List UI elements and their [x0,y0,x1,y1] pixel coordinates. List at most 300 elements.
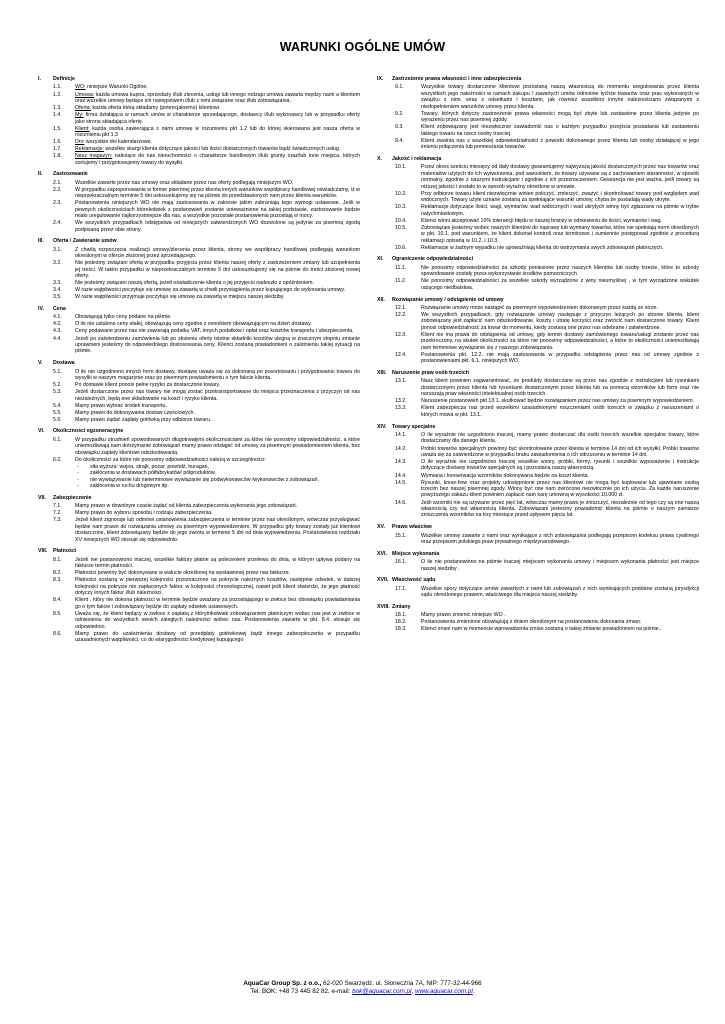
clause [38,180,360,186]
subitem-text: zakłócenia w ruchu drogowym itp. [90,483,169,490]
clause [38,153,360,166]
clause [38,220,360,233]
clause-text [75,510,360,516]
clause-text [421,586,699,599]
clause-number: 8.4. [53,597,62,604]
clause-number: 5.3. [53,389,62,396]
clause-body: O ile nie ustalono ceny stałej, obowiązują ceny zgodne z cennikiem obowiązującym na dzień dostawy. [75,321,312,328]
clause [38,126,360,139]
clause-subitem [38,483,360,489]
clause [377,332,699,351]
section [377,370,699,418]
section-title: Naruszenie praw osób trzecich [392,370,470,376]
left-column [38,76,360,649]
clause [38,557,360,570]
clause-number: 14.5. [395,479,407,486]
clause [377,111,699,124]
clause-body: Jeżeli dostarczone przez nas towary nie mogą zostać przetransportowane do miejsca przeznaczenia z przyczyn od nas niezależnych, będą one składowane na koszt i ryzyko klienta. [75,389,360,402]
clause-body: Nie jesteśmy związani ofertą w przypadku przyjęcia przez klienta naszej oferty z zastrzeżeniem zmiany lub uzupełnienia jej treści. W takim przypadku w nieprzekraczalnym terminie 5 dni ustosunkujemy się na piśmie do treści złożonej nowej oferty. [75,260,360,280]
clause [38,457,360,463]
clause-body: Płatności zostaną w pierwszej kolejności przeznaczone na pokrycie należnych kosztów, następnie odsetek, w dalszej kolejności na pokrycie nie zapłaconych faktur, w kolejności chronologicznej, nawet jeśli klient stwierdzi, że jego płatność dotyczy innych faktur i/lub należności. [75,577,360,597]
clause [38,146,360,152]
clause [38,105,360,111]
clause-number: 12.4. [395,351,407,358]
clause-number: 6.1. [53,436,62,443]
clause-number: 1.6. [53,139,62,146]
section [377,76,699,151]
clause [38,247,360,260]
section [377,604,699,633]
section-title: Prawo właściwe [392,524,432,531]
clause-body: Nasz klient powinien zagwarantować, że produkty dostarczane są przez nas zgodnie z instrukcjami lub rysunkami dostarczonymi przez klienta lub rysunkami dostarczonymi przez klienta lub za pomocą wzorników lub form oraz nie naruszają praw własności intelektualnej osób trzecich. [421,378,699,398]
clause-number: 1.1. [53,84,62,91]
clause-body: Mamy prawo w dowolnym czasie żądać od klienta zabezpieczenia wykonania jego zobowiązań. [75,503,298,510]
clause-text [75,517,360,543]
clause [38,336,360,355]
clause-number: 9.1. [395,84,404,91]
clause [377,225,699,244]
clause-number: 7.3. [53,517,62,524]
clause-body: Nie ponosimy odpowiedzialności za wszelkie szkody wyrządzone z winy nieumyślnej , w tym wyrządzone wskutek rażącego niedbalstwa. [421,278,699,291]
section-number: IX. [377,76,384,82]
clause-text [75,457,360,463]
section-title: Cena [53,305,66,312]
clause [38,200,360,219]
section-number: XIV. [377,423,387,430]
clause-text [75,126,360,139]
clause-number: 2.2. [53,186,62,193]
clause-number: 5.5. [53,409,62,416]
clause-text [75,631,360,644]
section [377,156,699,251]
section [38,171,360,233]
clause [377,191,699,204]
clause-text [75,577,360,596]
section-heading [38,495,360,501]
clause [377,480,699,499]
clause-number: 4.3. [53,328,62,335]
clause-body: Obowiązują tylko ceny podane na piśmie. [75,314,172,321]
clause-text [75,417,360,423]
clause-body: Do okoliczności za które nie ponosimy odpowiedzialności należą w szczególności: [75,456,266,463]
clause [377,84,699,110]
clause-text [75,503,360,509]
clause-number: 15.1. [395,532,407,539]
clause-body: Reklamacje w żadnym wypadku nie upoważniają klienta do wstrzymania swych zobowiązań płatniczych. [421,244,664,251]
section-number: I. [38,76,41,82]
clause-body: Postanowienia zmienione obowiązują z dniem określonym na postanowieniu dokonania zmian. [421,619,642,626]
clause-text [421,305,699,311]
subitem-text: nie wywiązywanie lub nieterminowe wywiązanie się podwykonawców /wykonawców z zobowiązań, [90,476,320,483]
clause-number: 11.2. [395,278,407,285]
contact-separator: , [411,988,415,996]
defined-term: Klient: [75,125,90,132]
clause-number: 7.2. [53,510,62,517]
clause-number: 14.3. [395,459,407,465]
clause [377,446,699,459]
clause [38,597,360,610]
footer [0,980,725,996]
section-number: VI. [38,428,45,435]
section-number: XI. [377,256,384,263]
section-title: Towary specjalne [392,423,436,430]
section [38,238,360,300]
clause-number: 1.4. [53,112,62,119]
clause-text [75,336,360,355]
clause-text [421,405,699,418]
clause-body: Jeżeli klient zignoruje lub odmówi ustanowienia zabezpieczenia w terminie przez nas określonym, wówczas przysługiwać będzie nam prawo do rozwiązania umowy za pisemnym wypowiedzeniem. W przypadku gdy towary zostały już klientowi dostarczone, klient zobowiązany będzie do jego zwrotu w terminie 5 dni od dnia wypowiedzenia. Postanowienia rozdziału XV niniejszych WO stosuje się odpowiednio. [75,517,360,543]
clause-text [75,153,360,166]
section-heading [377,156,699,162]
clause-text [75,410,360,416]
section [377,577,699,598]
clause-number: 13.1. [395,378,407,385]
section-heading [377,370,699,376]
clause-number: 1.5. [53,125,62,132]
defined-term: Oferta: [75,105,92,111]
clause [38,570,360,576]
section-number: XV. [377,524,385,531]
clause [377,612,699,618]
clause-number: 3.3. [53,280,62,287]
section-number: X. [377,155,382,162]
section-title: Miejsce wykonania [392,550,440,557]
dash-bullet: - [77,483,79,490]
website-link[interactable]: www.aquacar.com.pl [414,988,473,996]
clause [38,112,360,125]
clause-number: 10.2. [395,190,407,197]
clause-number: 14.4. [395,472,407,479]
clause-number: 18.3. [395,626,407,633]
clause-body: Mamy prawo do dokonywania dostaw częściowych. [75,409,195,416]
dash-bullet: - [77,463,79,470]
clause-body: Wszystkie towary dostarczone klientowi pozostaną naszą własnością do momentu uregulowania przez klienta wszystkich jego należności w ramach zakupu / zawartych umów odnośnie tychże towarów oraz prac wykonanych w związku z nimi, wraz z odsetkami i kosztami, jak również wszelkimi innymi należnościami związanymi z niedopełnieniem warunków umowy przez klienta. [421,84,699,110]
clause-text [421,84,699,110]
clause-number: 8.2. [53,570,62,577]
clause-text [75,403,360,409]
clause [377,619,699,625]
clause-text [421,204,699,217]
clause [377,312,699,331]
clause-body: Mamy prawo żądać zapłaty gotówką przy odbiorze towaru. [75,416,212,423]
section-title: Rozwiązanie umowy / odstąpienie od umowy [392,296,504,303]
clause-body: Klient , który nie dokona płatności w terminie będzie uważany za pozostającego w zwłoce bez obowiązku powiadamiania go o tym fakcie i zobowiązany będzie do zapłaty odsetek ustawowych. [75,597,360,610]
clause-body: W przypadku utrudnień spowodowanych długotrwałymi okolicznościami za które nie ponosimy odpowiedzialności, a które uniemożliwiają nam dotrzymanie zobowiązań mamy prawo odstąpić od umowy za pisemnym powiadomieniem klienta, bez obowiązku zapłaty klientowi odszkodowania. [75,436,360,456]
contact-prefix: Tel. BOK: +48 73 445 82 82, e-mail: [250,988,353,996]
clause-number: 2.1. [53,179,62,186]
company-address: 62-020 Swarzędz, ul. Słoneczna 7A, NIP: 777-32-44-966 [321,980,482,987]
clause-number: 13.3. [395,405,407,412]
clause-number: 12.1. [395,304,407,311]
clause [377,559,699,572]
clause-body: Towary, których dotyczy zastrzeżenie prawa własności mogą być zbyte lub zastawione przez klienta jedynie po wyrażeniu przez nas pisemnej zgody. [421,110,699,124]
clause-body: Reklamacje dotyczące ilości, wagi, wymiarów, wad widocznych i wad ukrytych winny być zgłaszane na piśmie w trybie natychmiastowym. [421,204,699,217]
clause-text [421,612,699,618]
clause-body: Jeżeli nie postanowiono inaczej, wszelkie faktury płatne są poleceniem przelewu do dnia, w którym upływa podany na fakturze termin płatności. [75,556,360,570]
section-heading [38,360,360,366]
clause-number: 10.3. [395,204,407,211]
clause-number: 2.3. [53,200,62,207]
clause-number: 17.1. [395,585,407,592]
clause [38,321,360,327]
clause-number: 14.6. [395,499,407,506]
clause [38,139,360,145]
section-number: XVII. [377,577,389,584]
clause-number: 4.4. [53,335,62,342]
section-heading [38,306,360,312]
clause [38,503,360,509]
clause [38,403,360,409]
clause-number: 10.5. [395,224,407,231]
clause-body: Mamy prawo zmienić niniejsze WO . [421,612,506,619]
clause-number: 1.7. [53,146,62,153]
clause-text [421,480,699,499]
section [38,495,360,543]
section-heading [38,76,360,82]
section [38,548,360,643]
clause [377,352,699,365]
clause [38,417,360,423]
section-title: Okoliczności egzoneracyjne [53,428,124,435]
clause [377,626,699,632]
clause-body: W razie wątpliwości poczytuje się umowę za zawartą w chwili przystąpienia przez kupującego do wykonania umowy. [75,287,346,294]
clause-text [75,220,360,233]
clause-text [421,265,699,278]
section-heading [38,428,360,434]
footer-contact-line [0,988,725,996]
clause-body: Klient nie ma prawa do odstąpienia od umowy, gdy termin dostawy zamówionego towaru/usługi zostanie przez nas przekroczony, na skutek okoliczności za które nie ponosimy odpowiedzialności, a które to okoliczności uniemożliwiają nam terminowe wywiązanie się z naszego zobowiązania. [421,331,699,351]
clause-body: W razie wątpliwości przyjmuje poczytuje się umowę za zawartą w miejscu naszej siedziby. [75,294,285,301]
clause [38,382,360,388]
email-link[interactable]: bok@aquacar.com.pl [352,988,412,996]
clause-number: 5.1. [53,368,62,375]
clause-text [75,557,360,570]
clause [38,314,360,320]
clause-body: Nie jesteśmy związani naszą ofertą, jeżeli oświadczenie klienta o jej przyjęciu nadeszło z opóźnieniem. [75,280,314,287]
section-title: Oferta / Zawieranie umów [53,238,117,245]
clause-body: Klient zabezpiecza nas przed wszelkimi uzasadnionymi roszczeniami osób trzecich w związku z naruszeniami o których mowa w pkt. 13.1. [421,405,699,418]
clause [377,124,699,137]
clause-text [75,570,360,576]
clause [38,280,360,286]
clause-text [75,437,360,456]
clause [38,84,360,90]
clause [377,305,699,311]
clause-number: 10.4. [395,217,407,224]
clause-number: 5.2. [53,382,62,389]
clause-body: firma działająca w ramach umów w charakterze sprzedającego, dostawcy i/lub wykonawcy lub w przypadku oferty jako strona składająca ofertę. [75,112,360,125]
subitem-text: siła wyższa: wojna, strajk, pożar, powódź, huragan, [90,463,210,470]
clause-number: 14.1. [395,432,407,438]
clause [377,533,699,546]
clause-text [75,105,360,111]
clause-text [421,626,699,632]
clause-number: 16.1. [395,559,407,566]
clause-text [75,260,360,279]
right-column [377,76,699,638]
clause-body: Uważa się, że klient będący w zwłoce z zapłatą z którymkolwiek zobowiązaniem płatniczym wobec nas jest w zwłoce w odniesieniu do wszystkich swoich zaległych należności wobec nas. Postanowienia zawarte w pkt. 8.4. stosuje się odpowiednio. [75,610,360,630]
clause [377,378,699,397]
section-heading [377,604,699,610]
section-title: Zabezpieczenie [53,494,92,501]
defined-term: WO: [75,84,86,91]
clause-number: 8.5. [53,610,62,617]
clause-body: Postanowienia pkt. 12.2. nie mają zastosowania w przypadku odstąpienia przez nas od umowy zgodnie z postanowieniami pkt. 6.1. niniejszych WO. [421,351,699,365]
clause-body: We wszystkich przypadkach, gdy rozwiązanie umowy następuje z przyczyn leżących po stronie klienta, klient zobowiązany jest zapłacić nam odszkodowanie, koszty i utratę korzyści oraz zwrócić nam dostarczone towary. Klient ponosi odpowiedzialność za towar do momentu, kiedy zostaną one przez nas odebrane i zatwierdzone. [421,312,699,331]
clause-text [75,287,360,293]
clause-text [75,146,360,152]
clause-text [421,500,699,519]
clause-text [421,432,699,445]
contact-end: . [472,988,475,996]
clause-body: Ceny podawane przez nas nie zawierają podatku VAT, innych podatków i opłat oraz kosztów transportu i ubezpieczenia. [75,328,354,335]
clause-body: O ile wyraźnie nie uzgodniono inaczej, mamy prawo dostarczać dla osób trzecich wszelkie specjalne towary, które dostarczamy dla danego klienta. [421,432,699,445]
clause [377,218,699,224]
clause-body: O ile nie postanowiono na piśmie inaczej miejscem wykonania umowy i miejscem wykonania płatności jest miejsce naszej siedziby . [421,559,699,572]
clause-body: wszelkie skargi klienta dotyczące jakości lub ilości dostarczonych towarów bądź świadczonych usług. [103,146,341,153]
section-title: Płatności [53,548,77,555]
footer-company-line [0,980,725,988]
section [38,76,360,166]
clause-text [421,312,699,331]
clause-text [421,619,699,625]
clause-text [75,597,360,610]
clause [377,164,699,190]
clause-text [75,294,360,300]
clause [377,473,699,479]
clause-text [421,332,699,351]
section [377,297,699,365]
section-heading [377,297,699,303]
section-heading [377,256,699,262]
section-heading [377,424,699,430]
section [377,256,699,291]
section-number: XII. [377,296,385,303]
section-number: XIII. [377,370,387,376]
section-number: III. [38,238,44,245]
clause-body: Mamy prawo do wyboru sposobu i rodzaju zabezpieczenia. [75,510,213,517]
clause-text [75,92,360,105]
section-title: Zastosowanie [53,171,88,178]
clause-number: 7.1. [53,503,62,510]
section-number: IV. [38,305,44,312]
clause-number: 5.4. [53,402,62,409]
clause-number: 9.2. [395,110,404,117]
section-title: Jakość i reklamacja [392,155,442,162]
clause [38,187,360,200]
section [38,360,360,423]
clause-text [75,382,360,388]
clause-text [421,398,699,404]
clause-number: 10.1. [395,164,407,171]
clause-text [75,321,360,327]
clause-number: 11.1. [395,264,407,271]
clause-text [421,446,699,459]
clause-body: O ile nie uzgodniono innych form dostawy, dostawę uważa się za dokonaną po posortowaniu i przygotowaniu towaru do wysyłki w naszym magazynie oraz po pisemnym powiadomieniu o tym fakcie klienta. [75,368,360,381]
clause-number: 3.1. [53,246,62,253]
clause-number: 13.2. [395,398,407,405]
section-heading [377,551,699,557]
clause-text [75,280,360,286]
clause-number: 4.1. [53,314,62,321]
clause-number: 18.2. [395,619,407,626]
clause-text [75,247,360,260]
clause-body: Mamy prawo do uzależnienia dostawy od przedpłaty gotówkowej bądź innego zabezpieczenia w przypadku uzasadnionych wątpliwości, co do wiarygodności kredytowej kupującego [75,630,360,644]
section-title: Dostawa [53,360,75,367]
clause [38,510,360,516]
section [377,551,699,572]
clause-text [75,314,360,320]
clause-text [421,473,699,479]
clause-number: 3.5. [53,294,62,301]
clause [377,278,699,291]
clause-body: Wymiana i konserwacja wzorników dokonywana będzie na koszt klienta. [421,472,590,479]
clause-body: Klient zwalnia nas z wszelkiej odpowiedzialności z powodu dokonanego przez klienta lub osoby działającej w jego imieniu połączenia lub pomieszania towarów. [421,137,699,151]
clause-number: 8.1. [53,556,62,563]
clause-text [421,245,699,251]
clause-body: należące do nas nieruchomości o charakterze handlowym i/lub grunty oraz/lub inne miejsca, których sortujemy i przygotowujemy towary do wysyłki. [75,153,360,166]
clause-text [421,218,699,224]
clause [38,294,360,300]
clause-body: Postanowienia niniejszych WO nie mają zastosowania w zakresie jakim zabraniają tego wymogi ustawowe. Jeśli w pewnych okolicznościach którekolwiek z postanowień zostanie unieważnione na takiej podstawie, zastosowanie będzie miało uregulowanie najkorzystniejsze dla nas, a wszystkie pozostałe postanowienia pozostają w mocy. [75,200,360,220]
clause-text [75,180,360,186]
clause-body: Przy odbiorze towaru klient niezwłocznie winien policzyć, zmierzyć, zważyć i skontrolować towary pod względem wad widocznych. Towary użyte uznane zostaną za spełniające warunki umowy, chyba że posiadają wady ukryte. [421,190,699,204]
clause-number: 5.6. [53,416,62,423]
clause-number: 1.3. [53,105,62,111]
defined-term: Nasz magazyn: [75,153,113,160]
section-number: II. [38,171,43,178]
clause-body: Klient zobowiązany jest niezwłocznie zawiadomić nas o każdym przypadku przejścia posiadania lub zastawieniu takiego towaru na rzecz osoby trzeciej. [421,124,699,137]
clause [377,138,699,151]
clause-body: Mamy prawo wybrać środek transportu. [75,402,167,409]
clause-text [421,164,699,190]
section-number: V. [38,360,43,367]
clause-body: Wszelkie zawarte przez nas umowy oraz składane przez nas oferty podlegają niniejszym WO. [75,179,294,186]
clause [38,92,360,105]
section-number: XVIII. [377,603,390,610]
clause [38,328,360,334]
clause-text [421,378,699,397]
clause-number: 12.2. [395,312,407,318]
clause [377,459,699,472]
clause-text [75,389,360,402]
section-title: Właściwość sądu [392,577,436,584]
clause-number: 10.6. [395,244,407,251]
clause [38,577,360,596]
clause-body: Rozwiązanie umowy może nastąpić za pisemnym wypowiedzeniem dokonanym przez każdą ze stron. [421,304,658,311]
clause-number: 3.2. [53,260,62,267]
clause-body: Po dostawie klient ponosi pełne ryzyko za dostarczone towary. [75,382,221,389]
defined-term: Reklamacje: [75,146,104,153]
section-number: XVI. [377,550,387,557]
clause-body: Jeżeli po zatwierdzeniu zamówienia lub po złożeniu oferty istotne składniki kosztów ulegną w znacznym stopniu zmianie uprawnieni jesteśmy do odpowiedniego dostosowania ceny. Klienci zostaną powiadomieni o zaistnieniu takiej sytuacji na piśmie. [75,335,360,355]
section-title: Definicje [53,76,75,82]
subitem-text: zakłócenia w dostawach półfabrykatów/ półproduktów, [90,470,216,477]
clause-number: 2.4. [53,220,62,227]
clause-number: 8.3. [53,577,62,584]
clause-number: 3.4. [53,287,62,294]
clause-text [421,124,699,137]
clause [38,410,360,416]
clause-body: Z chwilą rozpoczęcia realizacji umowy/zlecenia przez klienta, strony we współpracy handlowej podlegają warunkom określonym w ofercie złożonej przez sprzedającego. [75,246,360,260]
section-number: VIII. [38,548,48,555]
clause-body: Klienci znani nam w momencie wprowadzenia zmian zostaną o takiej zmianie powiadomieni na piśmie.. [421,626,662,633]
clause-text [75,139,360,145]
section [38,306,360,355]
clause-number: 9.4. [395,137,404,144]
clause [38,611,360,630]
clause-number: 18.1. [395,612,407,619]
